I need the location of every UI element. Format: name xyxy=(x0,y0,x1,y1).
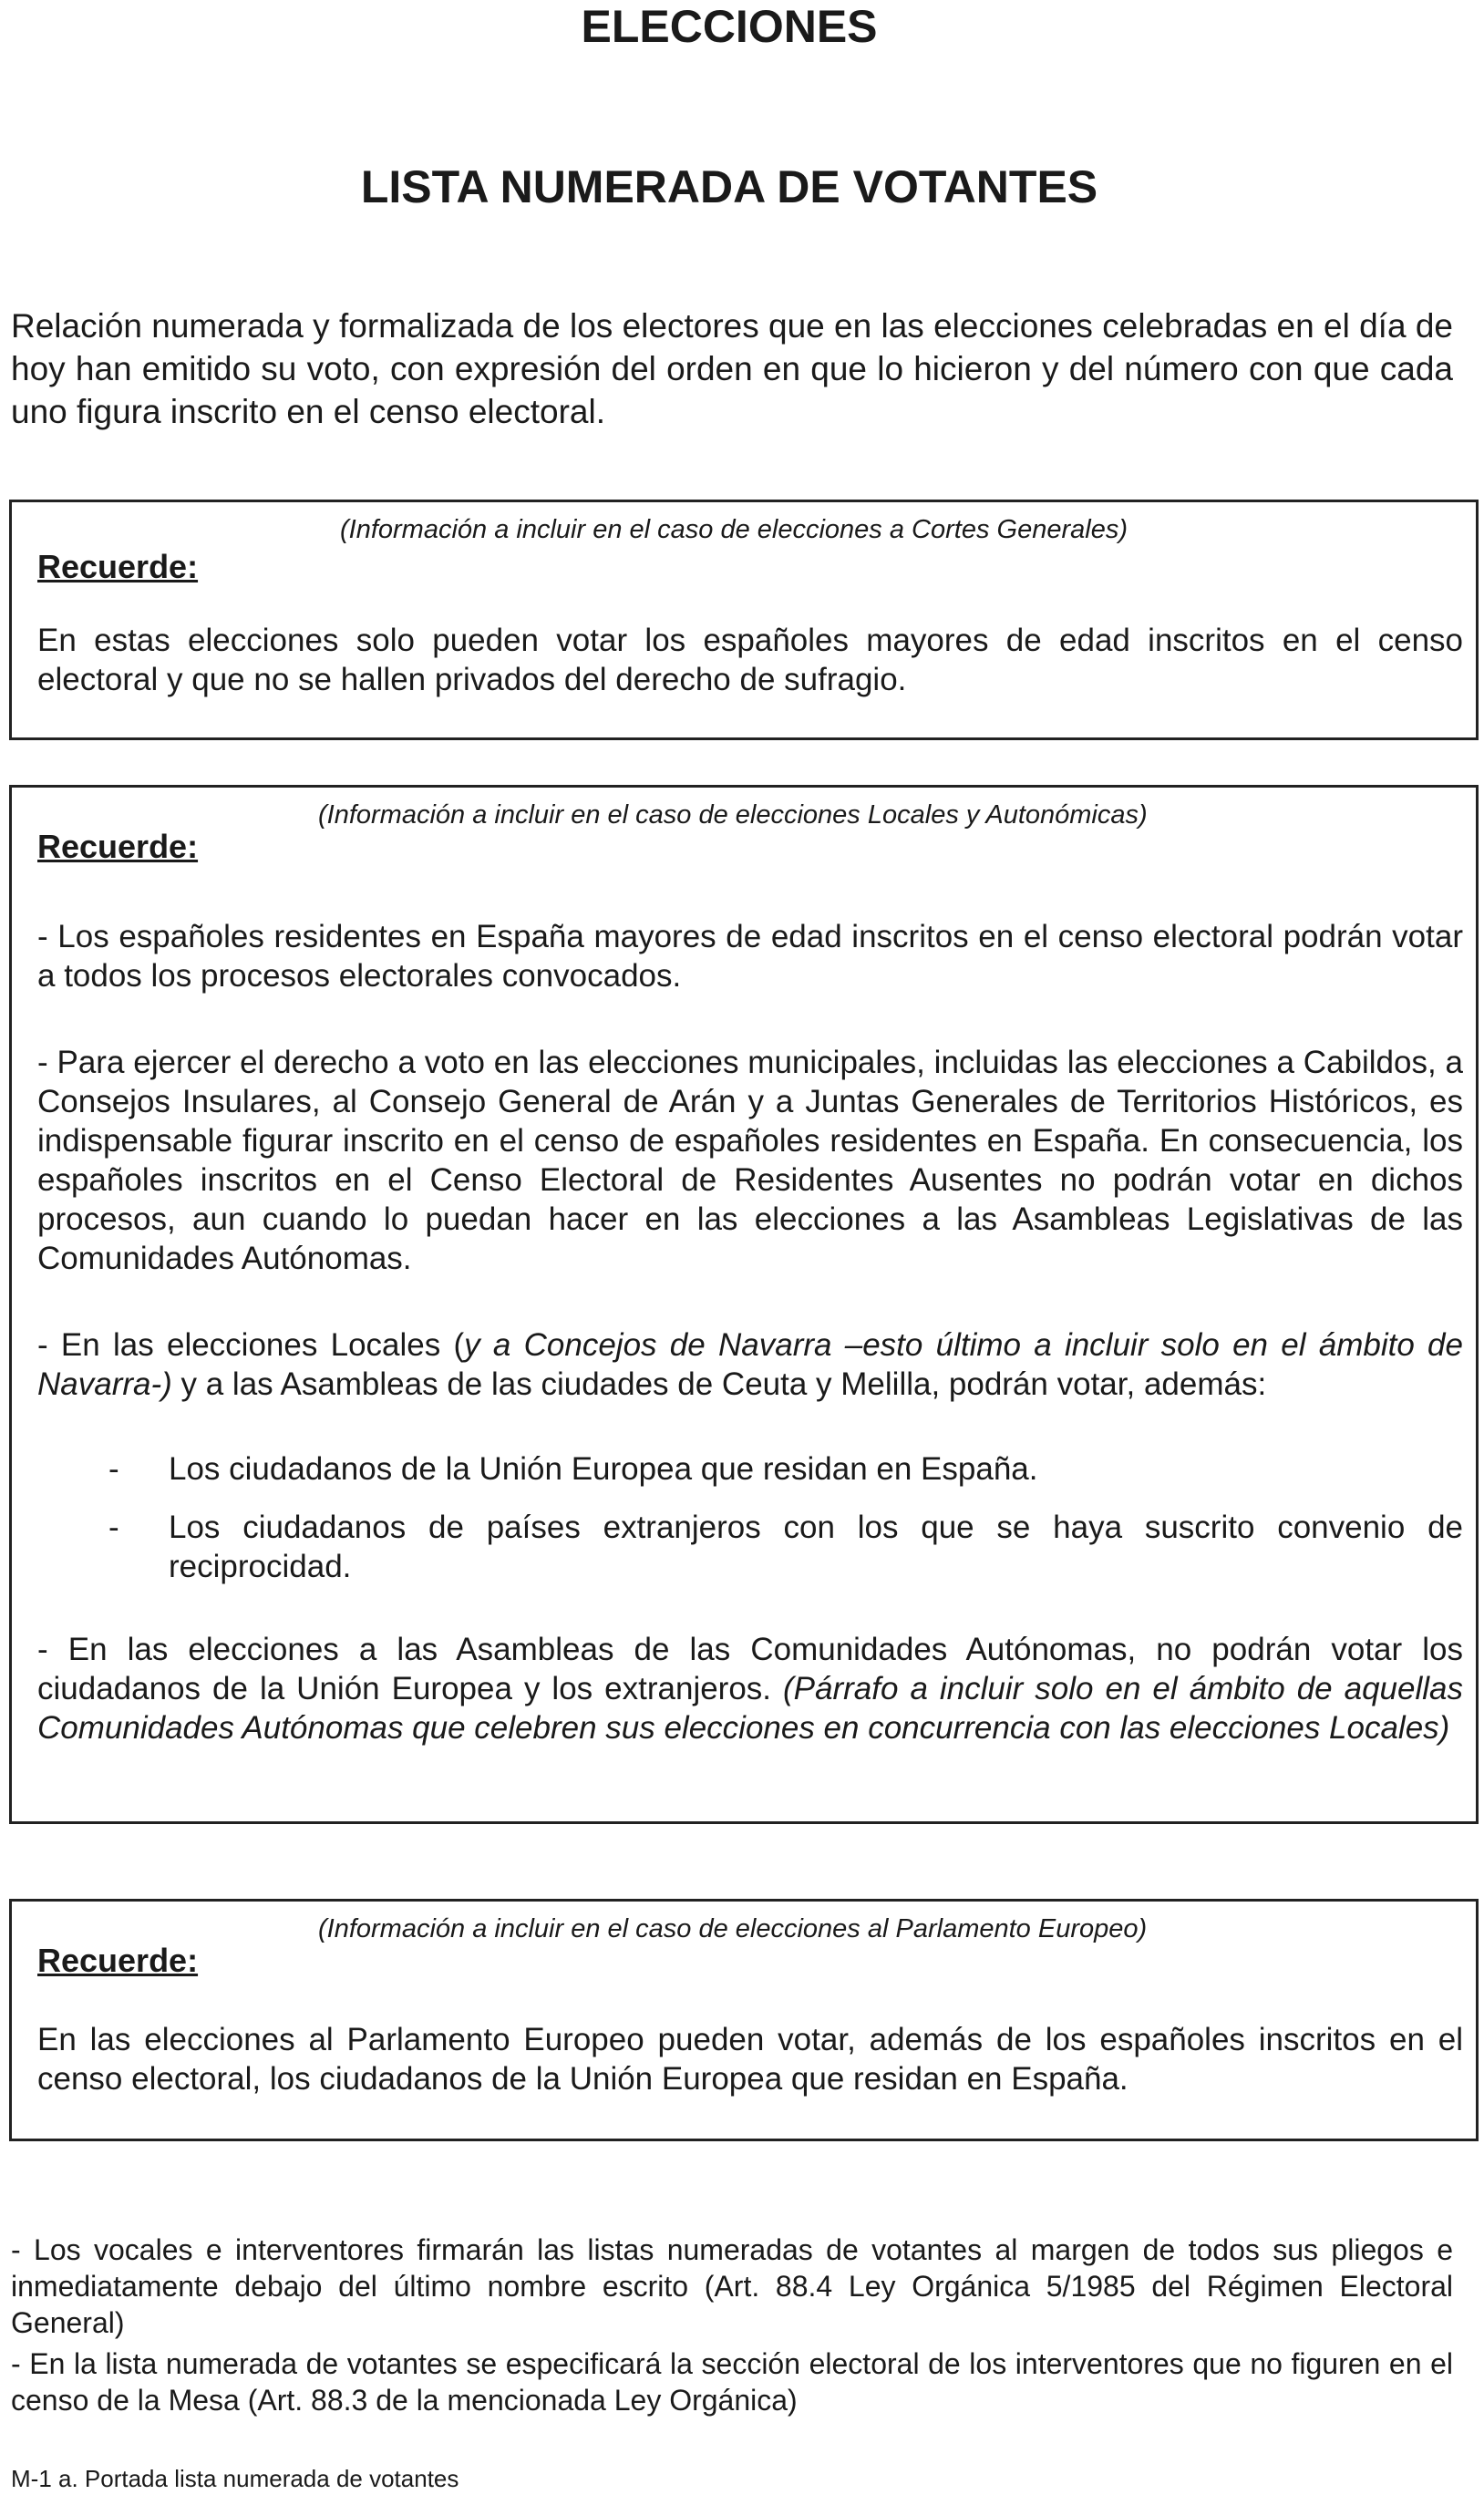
paragraph-italic-text: (Párrafo a incluir solo en el ámbito de aquellas Comunidades Autónomas que celebren sus elecciones en concurrencia con las elecciones Locales) xyxy=(37,1671,1463,1746)
box-note: (Información a incluir en el caso de elecciones a Cortes Generales) xyxy=(340,515,1128,544)
paragraph-text: - En las elecciones a las Asambleas de las Comunidades Autónomas, no podrán votar los ciudadanos de la Unión Europea y los extranjeros. xyxy=(37,1632,1463,1706)
recuerde-label: Recuerde: xyxy=(37,828,199,865)
paragraph-text: y a las Asambleas de las ciudades de Ceuta y Melilla, podrán votar, además: xyxy=(171,1366,1267,1402)
list-item xyxy=(37,1508,1463,1586)
box-paragraph xyxy=(37,1325,1463,1404)
notice-box-locales-autonomicas xyxy=(9,785,1479,1824)
box-text: En estas elecciones solo pueden votar los españoles mayores de edad inscritos en el censo electoral y que no se hallen privados del derecho de sufragio. xyxy=(37,623,1463,697)
list-item xyxy=(37,1449,1463,1489)
list-dash: - xyxy=(108,1510,119,1545)
box-note: (Información a incluir en el caso de elecciones al Parlamento Europeo) xyxy=(318,1914,1148,1943)
intro-paragraph: Relación numerada y formalizada de los electores que en las elecciones celebradas en el día de hoy han emitido su voto, con expresión del orden en que lo hicieron y del número con que cada uno figura inscrito en el censo electoral. xyxy=(11,307,1453,430)
paragraph-text: - En las elecciones Locales ( xyxy=(37,1327,465,1363)
footnote: - En la lista numerada de votantes se especificará la sección electoral de los interventores que no figuren en el censo de la Mesa (Art. 88.3 de la mencionada Ley Orgánica) xyxy=(11,2347,1453,2417)
box-paragraph xyxy=(37,1630,1463,1747)
list-dash: - xyxy=(108,1451,119,1487)
recuerde-label: Recuerde: xyxy=(37,548,199,585)
box-note: (Información a incluir en el caso de elecciones Locales y Autonómicas) xyxy=(318,800,1148,830)
footnote: - Los vocales e interventores firmarán las listas numeradas de votantes al margen de todos sus pliegos e inmediatamente debajo del último nombre escrito (Art. 88.4 Ley Orgánica 5/1985 del Régimen Electoral General) xyxy=(11,2233,1453,2339)
recuerde-label: Recuerde: xyxy=(37,1942,199,1979)
page-code: M-1 a. Portada lista numerada de votantes xyxy=(11,2465,459,2492)
paragraph-italic-text: y a Concejos de Navarra –esto último a incluir solo en el ámbito de Navarra-) xyxy=(37,1327,1463,1402)
box-text: En las elecciones al Parlamento Europeo pueden votar, además de los españoles inscritos en el censo electoral, los ciudadanos de la Unión Europea que residan en España. xyxy=(37,2022,1463,2097)
list-item-text: Los ciudadanos de la Unión Europea que residan en España. xyxy=(169,1451,1038,1487)
document-title: LISTA NUMERADA DE VOTANTES xyxy=(360,161,1098,212)
document-heading: ELECCIONES xyxy=(581,1,878,52)
box-paragraph: - Los españoles residentes en España mayores de edad inscritos en el censo electoral podrán votar a todos los procesos electorales convocados. xyxy=(37,919,1463,994)
list-item-text: Los ciudadanos de países extranjeros con los que se haya suscrito convenio de reciprocidad. xyxy=(169,1510,1463,1584)
box-paragraph: - Para ejercer el derecho a voto en las elecciones municipales, incluidas las elecciones a Cabildos, a Consejos Insulares, al Consejo General de Arán y a Juntas Generales de Territorios Históricos, es indispensable figurar inscrito en el censo de españoles residentes en España. En consecuencia, los españoles inscritos en el Censo Electoral de Residentes Ausentes no podrán votar en dichos procesos, aun cuando lo puedan hacer en las elecciones a las Asambleas Legislativas de las Comunidades Autónomas. xyxy=(37,1045,1463,1276)
notice-box-parlamento-europeo xyxy=(9,1899,1479,2141)
notice-box-cortes-generales xyxy=(9,500,1479,740)
